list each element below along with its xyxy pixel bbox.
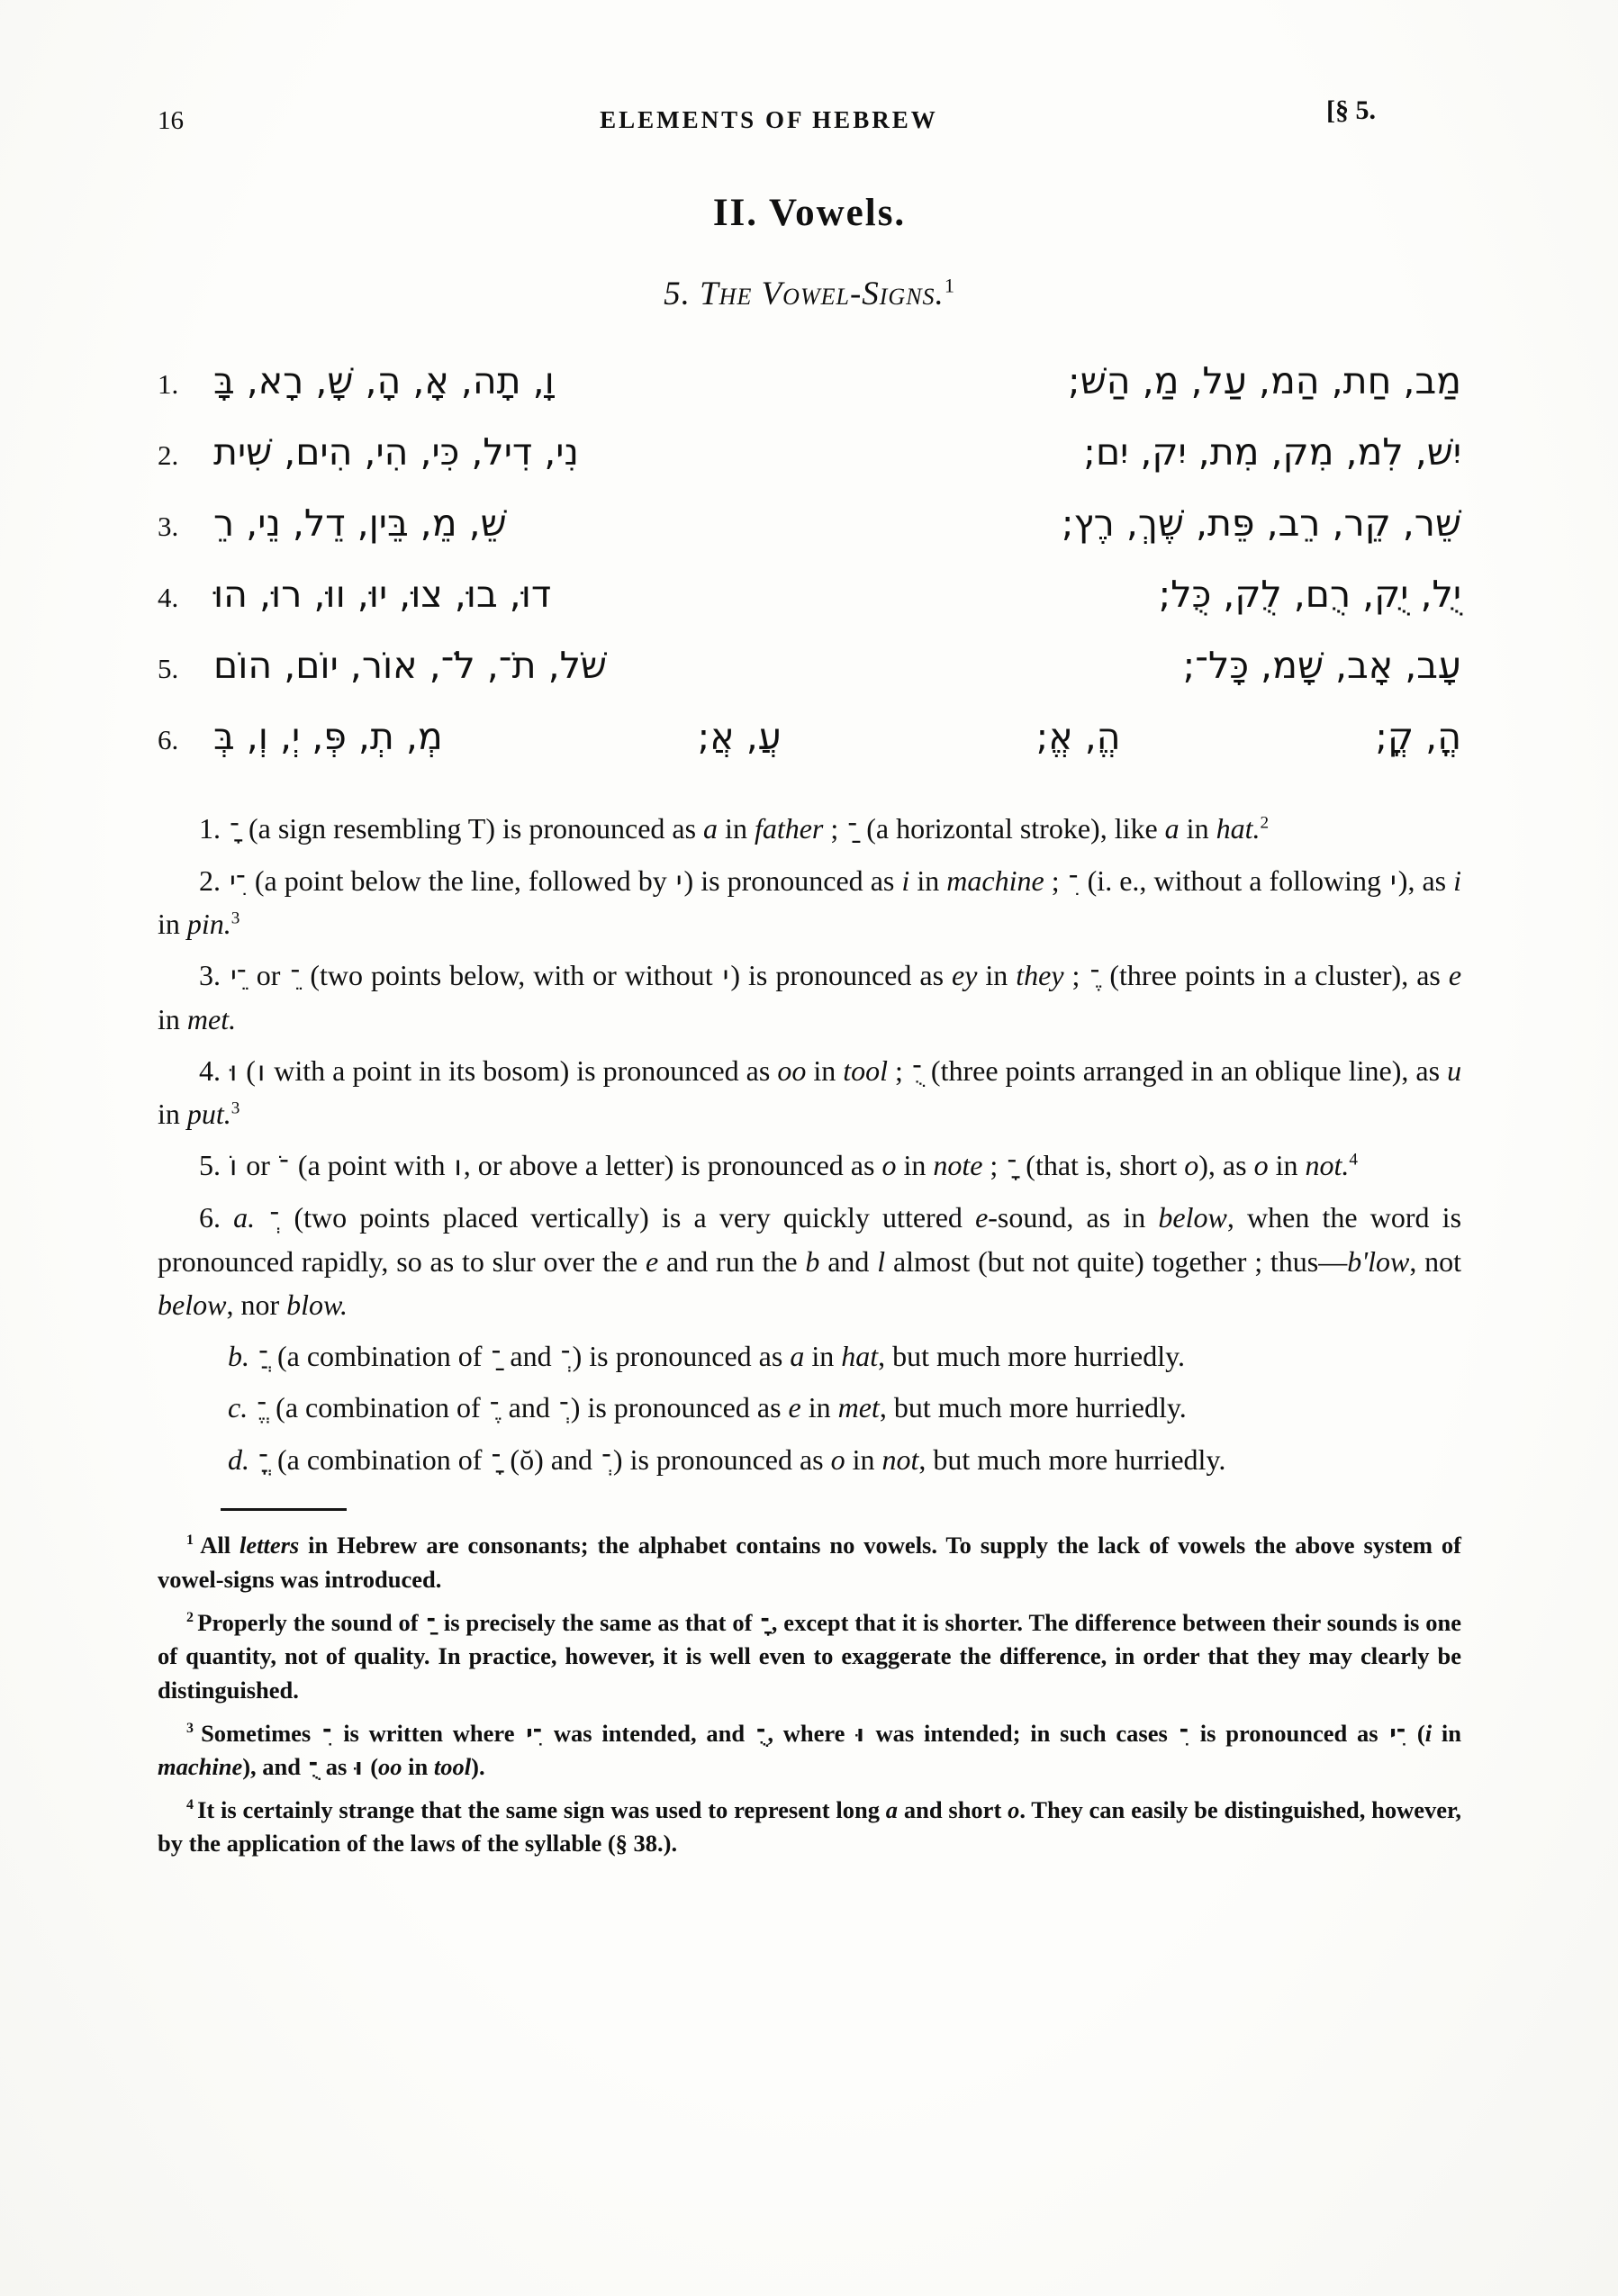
footnote-1: $^1$ All letters in Hebrew are consonants; the alphabet contains no vowels. To supply the lack of vowels the above system of vowel-signs was introduced.: [158, 1532, 1461, 1594]
hebrew-group: נִי, דִיל, כִּי, הִי, הִים, שִׁית: [213, 430, 579, 474]
hebrew-group: שֵׁ, מֵ, בֵּין, דֵל, נֵי, רֵ: [213, 502, 507, 545]
hebrew-group: דוּ, בוּ, צוּ, יוּ, ווּ, רוּ, הוּ: [213, 573, 552, 616]
hebrew-words: [213, 563, 1461, 626]
paragraph-6d: d. ־ֳ (a combination of ־ָ (ŏ) and ־ְ) is pronounced as o in not, but much more hurriedly.: [228, 1442, 1226, 1477]
body-text: [158, 807, 1461, 1481]
line-number: 5.: [158, 653, 179, 684]
line-number: 4.: [158, 582, 179, 613]
hebrew-group: הֳ, קֳ;: [1375, 715, 1461, 758]
line-number: 1.: [158, 368, 179, 400]
hebrew-words: [213, 492, 1461, 555]
footnote-4: $^4$ It is certainly strange that the same sign was used to represent long a and short o. They can easily be distinguished, however, by the application of the laws of the syllable (§ 38.).: [158, 1795, 1462, 1858]
hebrew-line-5: [158, 634, 1461, 705]
hebrew-line-1: [158, 349, 1461, 420]
paragraph-1: 1. ־ָ (a sign resembling T) is pronounced as a in father ; ־ַ (a horizontal stroke), like a in hat.$^2$: [199, 812, 1270, 845]
section-reference: [§ 5.: [1326, 95, 1376, 125]
hebrew-group: הֱ, אֱ;: [1035, 715, 1121, 758]
hebrew-line-2: [158, 420, 1461, 492]
hebrew-group: עֲ, אֲ;: [697, 715, 782, 758]
paragraph-6b: b. ־ֲ (a combination of ־ַ and ־ְ) is pronounced as a in hat, but much more hurriedly.: [228, 1339, 1186, 1373]
footnotes: [158, 1529, 1461, 1861]
footnote-separator: [221, 1508, 347, 1511]
hebrew-group: עָב, אָב, שָׁמ, כָּל־;: [1182, 644, 1461, 687]
hebrew-group: יֻל, יֻק, רֻם, לֻק, כֻּל;: [1158, 573, 1461, 616]
hebrew-line-3: [158, 492, 1461, 563]
hebrew-line-6: [158, 705, 1461, 776]
text-block: [158, 95, 1462, 1870]
paragraph-5: 5. וֹ or ־ֹ (a point with ו, or above a letter) is pronounced as o in note ; ־ָ (that is, short o), as o in not.$^4$: [199, 1149, 1358, 1183]
hebrew-words: [213, 420, 1461, 484]
section-heading: 5. The Vowel-Signs.$^1$: [664, 274, 955, 312]
hebrew-group: וָ, תָה, אָ, הָ, שָׁ, רָא, בָּ: [213, 359, 555, 402]
hebrew-words: [213, 349, 1461, 412]
page-header: [158, 95, 1461, 148]
hebrew-group: מַב, חַת, הַמ, עַל, מַ, הַשׁ;: [1067, 359, 1461, 402]
hebrew-line-4: [158, 563, 1461, 634]
hebrew-words: [213, 705, 1461, 768]
hebrew-words: [213, 634, 1461, 697]
paragraph-4: 4. וּ (ו with a point in its bosom) is pronounced as oo in tool ; ־ֻ (three points arranged in an oblique line), as u in put.$^3$: [158, 1053, 1462, 1131]
chapter-heading: II. Vowels.: [712, 192, 907, 234]
hebrew-exercise: [158, 349, 1461, 776]
paragraph-6c: c. ־ֱ (a combination of ־ֶ and ־ְ) is pronounced as e in met, but much more hurriedly.: [228, 1391, 1187, 1425]
hebrew-group: יִשׁ, לִמ, מִק, מִת, יִק, יִם;: [1083, 430, 1461, 474]
line-number: 6.: [158, 724, 179, 755]
page-number: 16: [158, 106, 184, 135]
hebrew-group: מְ, תְ, פְּ, יְ, וְ, בְּ: [213, 715, 443, 758]
paragraph-2: 2. ־ִי (a point below the line, followed by י) is pronounced as i in machine ; ־ִ (i. e., without a following י), as i in pin.$^3$: [158, 863, 1462, 941]
line-number: 3.: [158, 511, 179, 542]
hebrew-group: שֹׁל, תֹ־, לֹ־, אוֹר, יוֹם, הוֹם: [213, 644, 607, 687]
running-title: ELEMENTS OF HEBREW: [600, 106, 938, 133]
paragraph-3: 3. ־ֵי or ־ֵ (two points below, with or without י) is pronounced as ey in they ; ־ֶ (three points in a cluster), as e in met.: [158, 959, 1462, 1035]
paragraph-6a: 6. a. ־ְ (two points placed vertically) is a very quickly uttered e-sound, as in below, when the word is pronounced rapidly, so as to slur over the e and run the b and l almost (but not quite) together ; thus—b'low, not below, nor blow.: [158, 1201, 1462, 1321]
footnote-2: $^2$ Properly the sound of ־ַ is precisely the same as that of ־ָ, except that it is shorter. The difference between their sounds is one of quantity, not of quality. In practice, however, it is well even to exaggerate the difference, in order that they may clearly be distinguished.: [158, 1608, 1461, 1704]
hebrew-group: שֵׁר, קֵר, רֵב, פֵּת, שֶׁךְ, רֶץ;: [1061, 502, 1461, 545]
line-number: 2.: [158, 439, 179, 471]
footnote-3: $^3$ Sometimes ־ִ is written where ־ִי was intended, and ־ֻ, where וּ was intended; in such cases ־ִ is pronounced as ־ִי (i in machine), and ־ֻ as וּ (oo in tool).: [158, 1719, 1461, 1781]
